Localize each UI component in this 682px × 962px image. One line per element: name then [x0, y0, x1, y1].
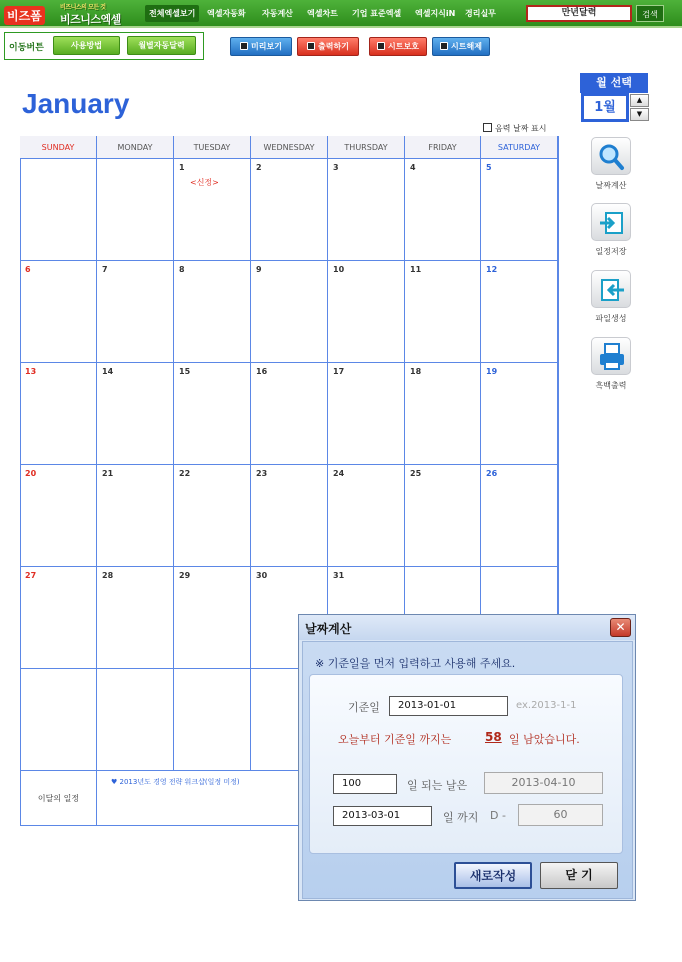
calendar-day-cell[interactable] [97, 567, 174, 669]
search-button[interactable]: 검색 [636, 5, 664, 22]
day-number: 12 [486, 265, 498, 274]
schedule-label-cell [20, 771, 97, 826]
schedule-label: 이달의 일정 [37, 794, 80, 803]
save-schedule-label: 일정저장 [595, 247, 627, 256]
month-up-button[interactable]: ▲ [630, 94, 649, 107]
weekday-header-friday: FRIDAY [405, 136, 481, 159]
day-number: 6 [25, 265, 31, 274]
day-number: 25 [410, 469, 422, 478]
remaining-days-value: 58 [485, 730, 502, 744]
day-number: 2 [256, 163, 262, 172]
usage-button[interactable]: 사용방법 [53, 36, 120, 55]
calendar-day-cell[interactable] [174, 465, 251, 567]
calendar-day-cell[interactable] [97, 465, 174, 567]
business-excel-logo[interactable] [60, 4, 121, 27]
calendar-day-cell[interactable] [405, 465, 481, 567]
calendar-day-cell[interactable] [174, 567, 251, 669]
days-after-input[interactable]: 100 [333, 774, 397, 794]
print-button[interactable] [297, 37, 359, 56]
day-number: 8 [179, 265, 185, 274]
calendar-day-cell[interactable] [328, 159, 405, 261]
calendar-day-cell[interactable] [405, 261, 481, 363]
bizforms-logo[interactable]: 비즈폼 [4, 6, 45, 25]
calendar-day-cell[interactable] [174, 363, 251, 465]
calendar-day-cell[interactable] [174, 669, 251, 771]
until-label: 일 까지 [443, 811, 479, 824]
day-number: 3 [333, 163, 339, 172]
new-entry-button[interactable]: 새로작성 [454, 862, 532, 889]
weekday-header-wednesday: WEDNESDAY [251, 136, 328, 159]
day-number: 24 [333, 469, 345, 478]
calendar-day-cell[interactable] [97, 261, 174, 363]
date-calc-label: 날짜계산 [595, 181, 627, 190]
logo-tagline: 비즈니스의 모든 것 [60, 4, 106, 11]
day-number: 4 [410, 163, 416, 172]
nav-excel-chart[interactable]: 엑셀차트 [307, 9, 338, 18]
bw-print-label: 흑백출력 [595, 381, 627, 390]
day-number: 19 [486, 367, 498, 376]
nav-accounting[interactable]: 경리실무 [465, 9, 496, 18]
calendar-day-cell[interactable] [251, 261, 328, 363]
day-number: 22 [179, 469, 191, 478]
days-after-label: 일 되는 날은 [407, 779, 468, 792]
dialog-notice: ※ 기준일을 먼저 입력하고 사용해 주세요. [315, 657, 516, 670]
sheet-unprotect-label: 시트해제 [451, 42, 482, 51]
date-calc-side-button[interactable] [591, 137, 631, 191]
calendar-day-cell[interactable] [251, 363, 328, 465]
calendar-day-cell[interactable] [20, 465, 97, 567]
calendar-day-cell[interactable] [20, 159, 97, 261]
calendar-day-cell[interactable] [97, 669, 174, 771]
save-schedule-side-button[interactable] [591, 203, 631, 257]
day-number: 13 [25, 367, 37, 376]
preview-button[interactable] [230, 37, 292, 56]
weekday-header-saturday: SATURDAY [481, 136, 558, 159]
calendar-day-cell[interactable] [251, 159, 328, 261]
month-select-header: 월 선택 [580, 73, 648, 93]
day-number: 18 [410, 367, 422, 376]
create-file-side-button[interactable] [591, 270, 631, 324]
day-number: 26 [486, 469, 498, 478]
checkbox-icon[interactable] [483, 123, 492, 132]
calendar-day-cell[interactable] [328, 465, 405, 567]
weekday-header-sunday: SUNDAY [20, 136, 97, 159]
day-number: 14 [102, 367, 114, 376]
lunar-date-label: 음력 날짜 표시 [495, 124, 547, 133]
dday-result: 60 [518, 804, 603, 826]
day-number: 30 [256, 571, 268, 580]
search-input[interactable]: 만년달력 [526, 5, 632, 22]
preview-icon [240, 42, 248, 50]
day-number: 9 [256, 265, 262, 274]
dialog-close-button[interactable]: ✕ [610, 618, 631, 637]
month-select-value[interactable]: 1월 [581, 93, 629, 122]
calendar-day-cell[interactable] [20, 261, 97, 363]
calendar-day-cell[interactable] [20, 567, 97, 669]
create-file-label: 파일생성 [595, 314, 627, 323]
day-number: 1 [179, 163, 185, 172]
magnifier-icon[interactable] [591, 137, 631, 175]
day-number: 27 [25, 571, 37, 580]
move-buttons-label: 이동버튼 [9, 43, 44, 53]
weekday-header-thursday: THURSDAY [328, 136, 405, 159]
day-number: 7 [102, 265, 108, 274]
calendar-day-cell[interactable] [328, 363, 405, 465]
save-arrow-icon[interactable] [591, 203, 631, 241]
lock-icon [377, 42, 385, 50]
print-label: 출력하기 [318, 42, 349, 51]
preview-label: 미리보기 [251, 42, 282, 51]
calendar-day-cell[interactable] [405, 363, 481, 465]
calendar-day-cell[interactable] [481, 159, 558, 261]
export-arrow-icon[interactable] [591, 270, 631, 308]
calendar-day-cell[interactable] [251, 465, 328, 567]
day-number: 10 [333, 265, 345, 274]
calendar-day-cell[interactable] [97, 159, 174, 261]
day-number: 15 [179, 367, 191, 376]
month-title: January [22, 88, 130, 119]
calendar-day-cell[interactable] [405, 159, 481, 261]
day-number: 17 [333, 367, 345, 376]
remaining-prefix: 오늘부터 기준일 까지는 [338, 733, 452, 746]
day-number: 23 [256, 469, 268, 478]
until-date-input[interactable]: 2013-03-01 [333, 806, 432, 826]
sheet-protect-label: 시트보호 [388, 42, 419, 51]
day-number: 16 [256, 367, 268, 376]
printer-icon [307, 42, 315, 50]
calendar-day-cell[interactable] [174, 159, 251, 261]
holiday-note: <신정> [190, 178, 219, 187]
day-number: 21 [102, 469, 114, 478]
day-number: 28 [102, 571, 114, 580]
monthly-auto-calendar-button[interactable]: 월별자동달력 [127, 36, 196, 55]
nav-auto-calc[interactable]: 자동계산 [262, 9, 293, 18]
calendar-day-cell[interactable] [174, 261, 251, 363]
sheet-unprotect-button[interactable] [432, 37, 490, 56]
nav-excel-knowledge[interactable]: 엑셀지식iN [415, 9, 456, 18]
weekday-header-tuesday: TUESDAY [174, 136, 251, 159]
day-number: 20 [25, 469, 37, 478]
base-date-input[interactable]: 2013-01-01 [389, 696, 508, 716]
calendar-day-cell[interactable] [20, 669, 97, 771]
base-date-example: ex.2013-1-1 [516, 700, 577, 711]
nav-excel-automation[interactable]: 엑셀자동화 [207, 9, 246, 18]
close-button[interactable]: 닫 기 [540, 862, 618, 889]
day-number: 5 [486, 163, 492, 172]
calendar-day-cell[interactable] [20, 363, 97, 465]
unlock-icon [440, 42, 448, 50]
nav-corporate-standard[interactable]: 기업 표준엑셀 [352, 9, 402, 18]
calendar-day-cell[interactable] [481, 363, 558, 465]
weekday-header-monday: MONDAY [97, 136, 174, 159]
dday-prefix: D - [490, 809, 506, 822]
month-down-button[interactable]: ▼ [630, 108, 649, 121]
days-after-result: 2013-04-10 [484, 772, 603, 794]
bw-print-side-button[interactable] [591, 337, 631, 391]
calendar-day-cell[interactable] [481, 261, 558, 363]
calendar-day-cell[interactable] [481, 465, 558, 567]
dialog-title: 날짜계산 [305, 622, 352, 636]
sheet-protect-button[interactable] [369, 37, 427, 56]
day-number: 31 [333, 571, 345, 580]
logo-text: 비즈니스엑셀 [60, 13, 121, 26]
remaining-suffix: 일 남았습니다. [509, 733, 580, 746]
day-number: 11 [410, 265, 422, 274]
printer-icon[interactable] [591, 337, 631, 375]
schedule-item[interactable]: ♥ 2013년도 경영 전략 워크샵(일정 미정) [111, 778, 240, 786]
day-number: 29 [179, 571, 191, 580]
calendar-day-cell[interactable] [97, 363, 174, 465]
lunar-date-checkbox[interactable] [483, 123, 546, 134]
calendar-day-cell[interactable] [328, 261, 405, 363]
nav-all-excel[interactable]: 전체엑셀보기 [145, 5, 199, 22]
base-date-label: 기준일 [348, 701, 380, 714]
